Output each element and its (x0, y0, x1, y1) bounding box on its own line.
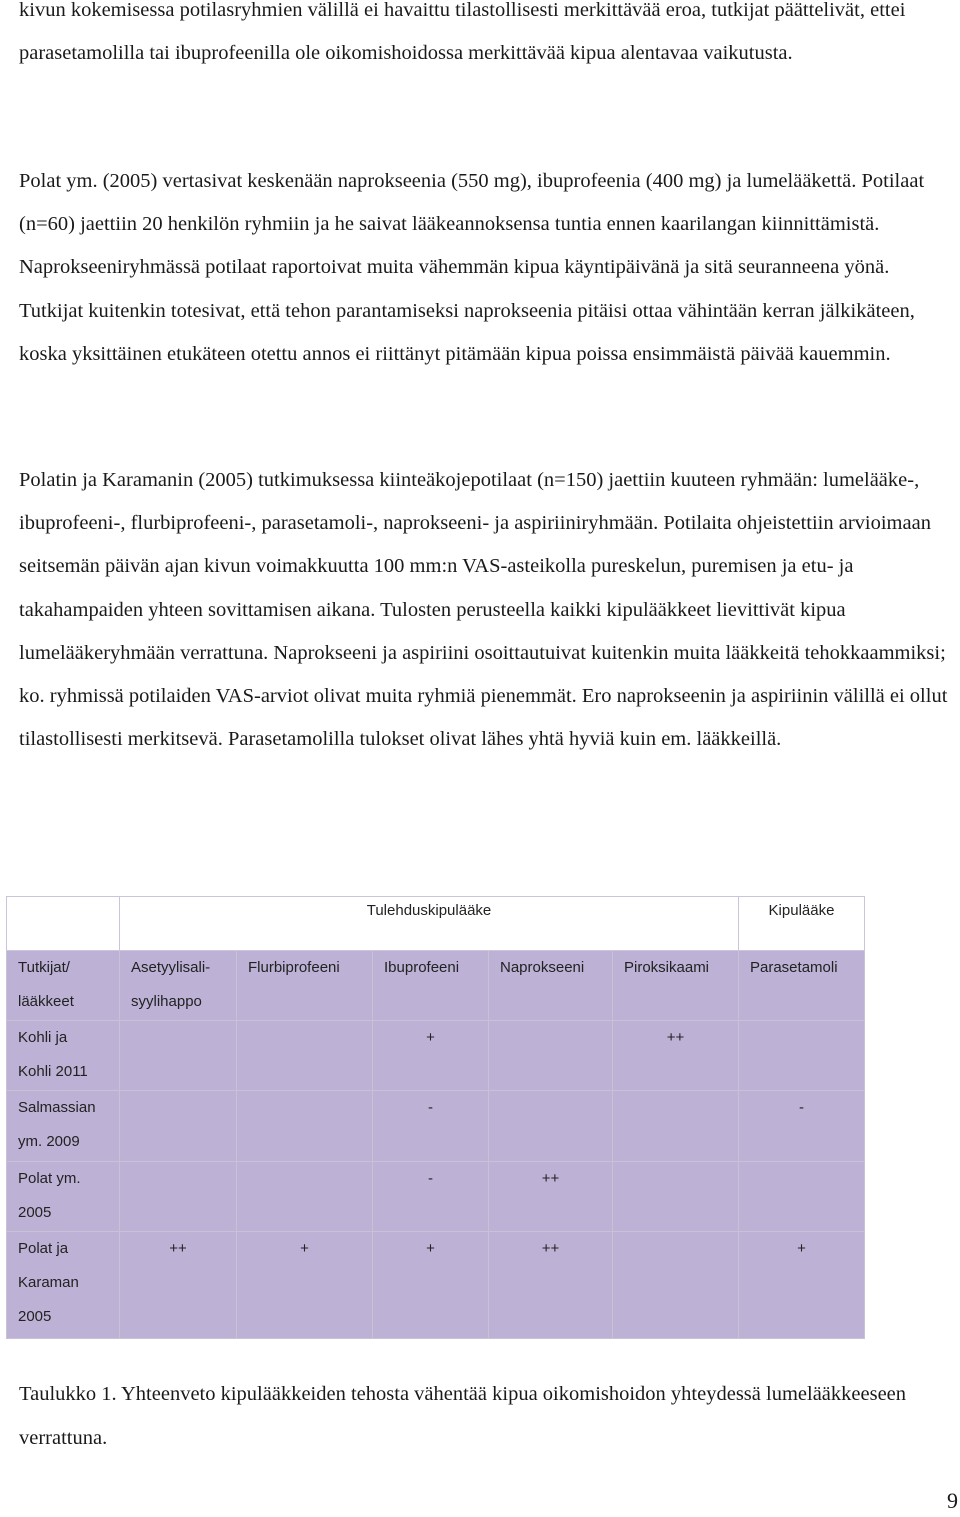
table-row (7, 1091, 865, 1162)
corner-label-line: Tutkijat/ (18, 959, 70, 976)
result-cell: ++ (489, 1162, 613, 1232)
result-cell: + (373, 1021, 489, 1091)
page-number: 9 (947, 1488, 958, 1513)
drug-header-ibuprofen: Ibuprofeeni (373, 951, 489, 1021)
result-cell (120, 1162, 237, 1232)
drug-header-line: syylihappo (131, 993, 202, 1010)
result-cell (613, 1232, 739, 1339)
result-cell (489, 1021, 613, 1091)
group-header-analgesic: Kipulääke (739, 897, 865, 951)
study-cell (7, 1162, 120, 1232)
study-cell (7, 1091, 120, 1162)
drug-header-flurbiprofen: Flurbiprofeeni (237, 951, 373, 1021)
result-cell: ++ (120, 1232, 237, 1339)
result-cell (613, 1162, 739, 1232)
drug-header-asa (120, 951, 237, 1021)
table-drug-header-row (7, 951, 865, 1021)
drug-header-line: Asetyylisali- (131, 959, 211, 976)
table-row (7, 1232, 865, 1339)
study-line: ym. 2009 (18, 1133, 80, 1150)
result-cell: ++ (489, 1232, 613, 1339)
result-cell (237, 1021, 373, 1091)
corner-label (7, 951, 120, 1021)
drug-header-piroxicam: Piroksikaami (613, 951, 739, 1021)
result-cell (739, 1021, 865, 1091)
table-group-header-row (7, 897, 865, 951)
study-cell (7, 1232, 120, 1339)
study-cell (7, 1021, 120, 1091)
study-line: Kohli 2011 (18, 1063, 88, 1080)
group-header-nsaid: Tulehduskipulääke (120, 897, 739, 951)
body-paragraph-3: Polatin ja Karamanin (2005) tutkimuksessa kiinteäkojepotilaat (n=150) jaettiin kuuteen ryhmään: lumelääke-, ibuprofeeni-, flurbiprofeeni-, parasetamoli-, naprokseeni- ja aspiriiniryhmään. Potilaita ohjeistettiin arvioimaan seitsemän päivän ajan kivun voimakkuutta 100 mm:n VAS-asteikolla pureskelun, puremisen ja etu- ja takahampaiden yhteen sovittamisen aikana. Tulosten perusteella kaikki kipulääkkeet lievittivät kipua lumelääkeryhmään verrattuna. Naprokseeni ja aspiriini osoittautuivat kuitenkin muita lääkkeitä tehokkaammiksi; ko. ryhmissä potilaiden VAS-arviot olivat muita ryhmiä pienemmät. Ero naprokseenin ja aspiriinin välillä ei ollut tilastollisesti merkitsevä. Parasetamolilla tulokset olivat lähes yhtä hyviä kuin em. lääkkeillä. (19, 469, 948, 751)
result-cell (237, 1162, 373, 1232)
result-cell (120, 1091, 237, 1162)
table-row (7, 1021, 865, 1091)
result-cell: - (373, 1162, 489, 1232)
table-corner-empty (7, 897, 120, 951)
study-line: Polat ja (18, 1240, 69, 1257)
result-cell (489, 1091, 613, 1162)
drug-header-paracetamol: Parasetamoli (739, 951, 865, 1021)
result-cell: + (373, 1232, 489, 1339)
result-cell: - (373, 1091, 489, 1162)
result-cell: + (739, 1232, 865, 1339)
table-row (7, 1162, 865, 1232)
study-line: 2005 (18, 1204, 52, 1221)
result-cell: + (237, 1232, 373, 1339)
study-line: Kohli ja (18, 1029, 68, 1046)
result-cell (613, 1091, 739, 1162)
result-cell (120, 1021, 237, 1091)
result-cell: ++ (613, 1021, 739, 1091)
study-line: Salmassian (18, 1099, 96, 1116)
corner-label-line: lääkkeet (18, 993, 74, 1010)
study-line: Karaman (18, 1274, 79, 1291)
body-paragraph-2: Polat ym. (2005) vertasivat keskenään naprokseenia (550 mg), ibuprofeenia (400 mg) ja lumelääkettä. Potilaat (n=60) jaettiin 20 henkilön ryhmiin ja he saivat lääkeannoksensa tuntia ennen kaarilangan kiinnittämistä. Naprokseeniryhmässä potilaat raportoivat muita vähemmän kipua käyntipäivänä ja sitä seuranneena yönä. Tutkijat kuitenkin totesivat, että tehon parantamiseksi naprokseenia pitäisi ottaa vähintään kerran jälkikäteen, koska yksittäinen etukäteen otettu annos ei riittänyt pitämään kipua poissa ensimmäistä päivää kauemmin. (19, 170, 925, 365)
result-cell: - (739, 1091, 865, 1162)
body-paragraph-1: kivun kokemisessa potilasryhmien välillä ei havaittu tilastollisesti merkittävää eroa, tutkijat päättelivät, ettei parasetamolilla tai ibuprofeenilla ole oikomishoidossa merkittävää kipua alentavaa vaikutusta. (19, 0, 906, 65)
drug-header-naproxen: Naprokseeni (489, 951, 613, 1021)
study-line: Polat ym. (18, 1170, 81, 1187)
study-line: 2005 (18, 1308, 52, 1325)
summary-table (6, 896, 865, 1339)
table-caption: Taulukko 1. Yhteenveto kipulääkkeiden tehosta vähentää kipua oikomishoidon yhteydessä lumelääkkeeseen verrattuna. (19, 1383, 907, 1449)
result-cell (739, 1162, 865, 1232)
result-cell (237, 1091, 373, 1162)
